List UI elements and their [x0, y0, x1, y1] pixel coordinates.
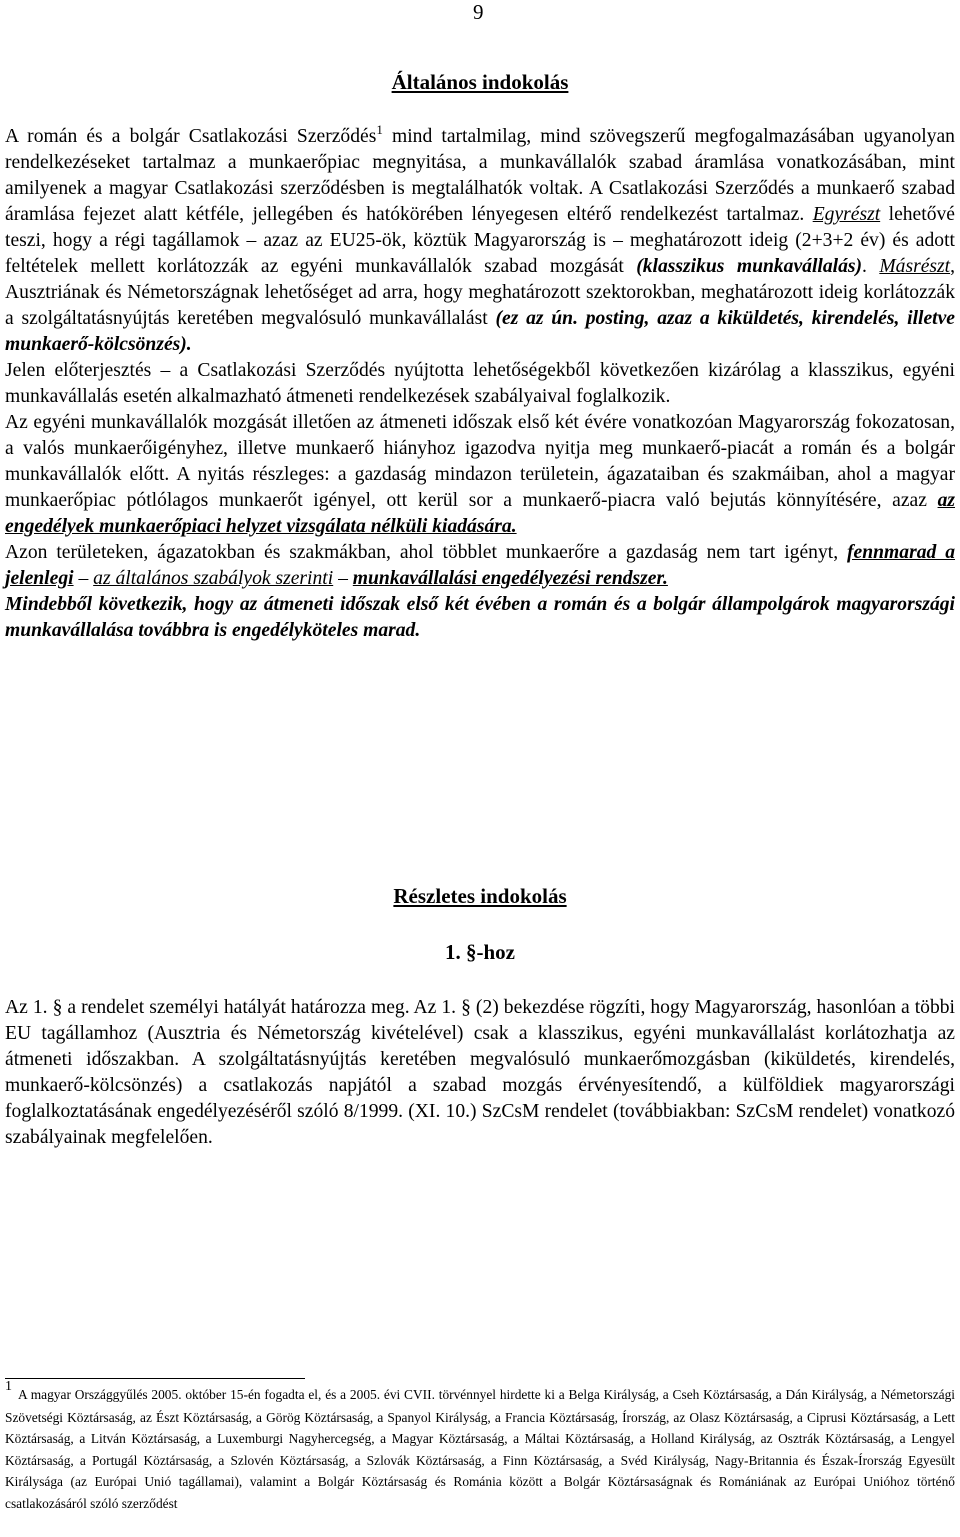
footnote — [5, 1379, 955, 1515]
detailed-reasoning-body — [5, 995, 955, 1151]
classic-employment-emphasis: (klasszikus munkavállalás) — [636, 256, 863, 277]
egyreszt-emphasis: Egyrészt — [812, 204, 881, 225]
footnote-reference: 1 — [376, 122, 383, 137]
footnote-separator — [5, 1378, 305, 1379]
footnote-number: 1 — [5, 1379, 12, 1394]
paragraph-gradual-opening: Az egyéni munkavállalók mozgását illetően az átmeneti időszak első két évére vonatkozóan Magyarország fokozatosan, a valós munkaerőigényhez, illetve munkaerő hiányhoz igazodva nyitja meg munkaerő-piacát a román és a bolgár munkavállalók előtt. A nyitás részleges: a gazdaság mindazon területein, ágazataiban és szakmáiban, ahol a magyar munkaerőpiac pótlólagos munkaerőt igényel, ott kerül sor a munkaerő-piacra való bejutás könnyítésére, azaz az engedélyek munkaerőpiaci helyzet vizsgálata nélküli kiadására. — [5, 412, 955, 537]
general-reasoning-heading: Általános indokolás — [391, 70, 569, 94]
posting-emphasis: (ez az ún. posting, azaz a kiküldetés, kirendelés, illetve munkaerő-kölcsönzés). — [5, 308, 955, 355]
footnote-text: A magyar Országgyűlés 2005. október 15-én fogadta el, és a 2005. évi CVII. törvénnyel hirdette ki a Belga Királyság, a Cseh Köztársaság, a Dán Királyság, a Németországi Szövetségi Köztársaság, az Észt Köztársaság, a Görög Köztársaság, a Spanyol Királyság, a Francia Köztársaság, Írország, az Olasz Köztársaság, a Ciprusi Köztársaság, a Lett Köztársaság, a Litván Köztársaság, a Luxemburgi Nagyhercegség, a Magyar Köztársaság, a Máltai Köztársaság, a Holland Királyság, az Osztrák Köztársaság, a Lengyel Köztársaság, a Portugál Köztársaság, a Szlovén Köztársaság, a Szlovák Köztársaság, a Finn Köztársaság, a Svéd Királyság, Nagy-Britannia és Észak-Írország Egyesült Királysága (az Európai Unió tagállamai), valamint a Bolgár Köztársaság és Románia között a Bolgár Köztársaságnak és Romániának az Európai Unióhoz történő csatlakozásáról szóló szerződést — [5, 1387, 955, 1511]
paragraph-proposal-scope: Jelen előterjesztés – a Csatlakozási Szerződés nyújtotta lehetőségekből következően kizárólag a klasszikus, egyéni munkavállalás esetén alkalmazható átmeneti rendelkezések szabályaival foglalkozik. — [5, 360, 955, 407]
paragraph-section-1: Az 1. § a rendelet személyi hatályát határozza meg. Az 1. § (2) bekezdése rögzíti, hogy Magyarország, hasonlóan a többi EU tagállamhoz (Ausztria és Németország kivételével) csak a klasszikus, egyéni munkavállalást korlátozhatja az átmeneti időszakban. A szolgáltatásnyújtás keretében megvalósuló munkaerőmozgásban (kiküldetés, kirendelés, munkaerő-kölcsönzés) a csatlakozás napjától a szabad mozgás érvényesítendő, a külföldiek magyarországi foglalkoztatásának engedélyezéséről szóló 8/1999. (XI. 10.) SzCsM rendelet (továbbiakban: SzCsM rendelet) vonatkozó szabályainak megfelelően. — [5, 997, 955, 1148]
paragraph-conclusion: Mindebből következik, hogy az átmeneti időszak első két évében a román és a bolgár állampolgárok magyarországi munkavállalása továbbra is engedélyköteles marad. — [5, 594, 955, 641]
paragraph-existing-regime: Azon területeken, ágazatokban és szakmákban, ahol többlet munkaerőre a gazdaság nem tart igényt, fennmarad a jelenlegi – az általános szabályok szerinti – munkavállalási engedélyezési rendszer. — [5, 542, 956, 589]
general-reasoning-body — [5, 124, 955, 644]
masreszt-emphasis: Másrészt — [879, 256, 951, 277]
section-subheading: 1. §-hoz — [445, 940, 515, 964]
permit-issuance-emphasis: az engedélyek munkaerőpiaci helyzet vizsgálata nélküli kiadására. — [5, 490, 955, 537]
permit-system-emphasis: munkavállalási engedélyezési rendszer. — [352, 568, 668, 589]
page-number: 9 — [473, 0, 484, 24]
paragraph-accession-treaty: A román és a bolgár Csatlakozási Szerződés$^1$ mind tartalmilag, mind szövegszerű megfogalmazásában ugyanolyan rendelkezéseket tartalmaz a munkaerőpiac megnyitása, a munkavállalók szabad áramlása vonatkozásában, mint amilyenek a magyar Csatlakozási szerződésben is megtalálhatók voltak. A Csatlakozási Szerződés a munkaerő szabad áramlása fejezet alatt kétféle, jellegében és hatókörében lényegesen eltérő rendelkezést tartalmaz. Egyrészt lehetővé teszi, hogy a régi tagállamok – azaz az EU25-ök, köztük Magyarország is – meghatározott ideig (2+3+2 év) és adott feltételek mellett korlátozzák az egyéni munkavállalók szabad mozgását (klasszikus munkavállalás). Másrészt, Ausztriának és Németországnak lehetőséget ad arra, hogy meghatározott szektorokban, meghatározott ideig korlátozzák a szolgáltatásnyújtás keretében megvalósuló munkavállalást (ez az ún. posting, azaz a kiküldetés, kirendelés, illetve munkaerő-kölcsönzés). — [5, 122, 955, 355]
general-rules-emphasis: az általános szabályok szerinti — [93, 568, 334, 589]
remains-emphasis: fennmarad a jelenlegi — [5, 542, 956, 589]
detailed-reasoning-heading: Részletes indokolás — [393, 884, 567, 908]
